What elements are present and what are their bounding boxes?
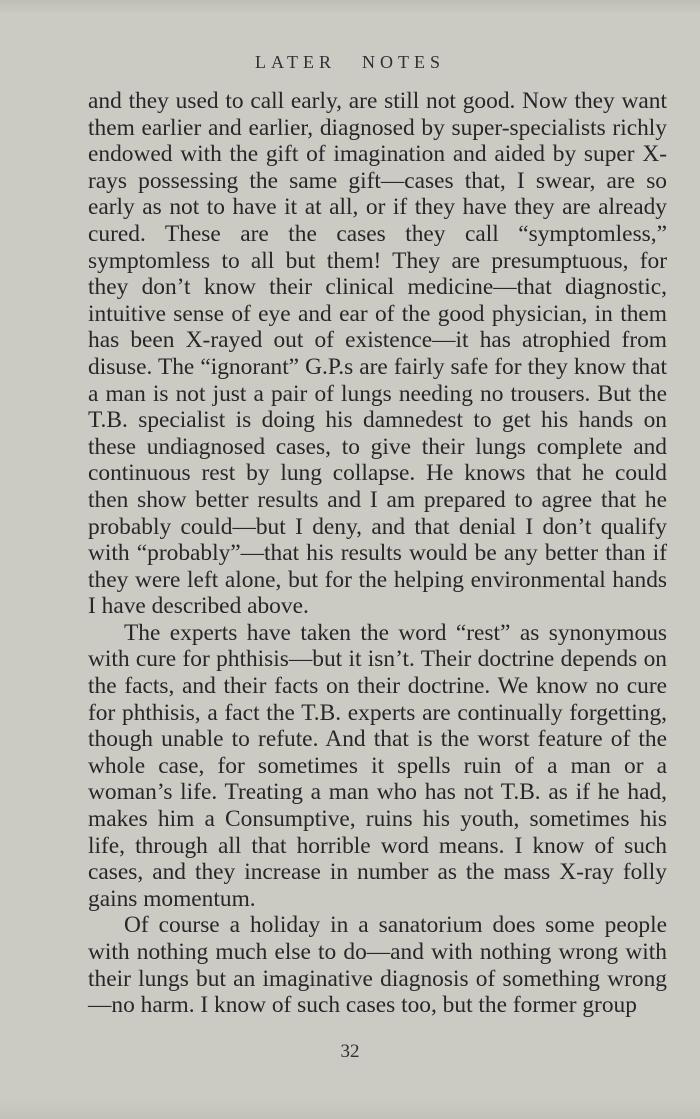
paragraph-2: The experts have taken the word “rest” as synonymous with cure for phthisis—but it isn’t. Their doctrine depends on the facts, and their facts on their doctrine. We know no cure for phthisis, a fact the T.B. experts are continually forgetting, though unable to refute. And that is the worst feature of the whole case, for sometimes it spells ruin of a man or a woman’s life. Treating a man who has not T.B. as if he had, makes him a Consumptive, ruins his youth, sometimes his life, through all that horrible word means. I know of such cases, and they increase in number as the mass X-ray folly gains momentum. (88, 619, 667, 912)
running-head (0, 52, 700, 73)
paragraph-1: and they used to call early, are still not good. Now they want them earlier and earlier, diagnosed by super-specialists richly endowed with the gift of imagination and aided by super X-rays possessing the same gift—cases that, I swear, are so early as not to have it at all, or if they have they are already cured. These are the cases they call “symptomless,” symptomless to all but them! They are presumptuous, for they don’t know their clinical medicine—that diagnostic, intuitive sense of eye and ear of the good physician, in them has been X-rayed out of existence—it has atrophied from disuse. The “ignorant” G.P.s are fairly safe for they know that a man is not just a pair of lungs needing no trousers. But the T.B. specialist is doing his damnedest to get his hands on these undiagnosed cases, to give their lungs complete and continuous rest by lung collapse. He knows that he could then show better results and I am prepared to agree that he probably could—but I deny, and that denial I don’t qualify with “probably”—that his results would be any better than if they were left alone, but for the helping environmental hands I have described above. (88, 88, 667, 620)
page-number: 32 (340, 1041, 360, 1062)
running-head-left: LATER (255, 52, 336, 72)
body-text (88, 88, 667, 1019)
paragraph-3: Of course a holiday in a sanatorium does some people with nothing much else to do—and with nothing wrong with their lungs but an imaginative diagnosis of something wrong —no harm. I know of such cases too, but the former group (88, 912, 667, 1019)
running-head-right: NOTES (362, 52, 445, 72)
